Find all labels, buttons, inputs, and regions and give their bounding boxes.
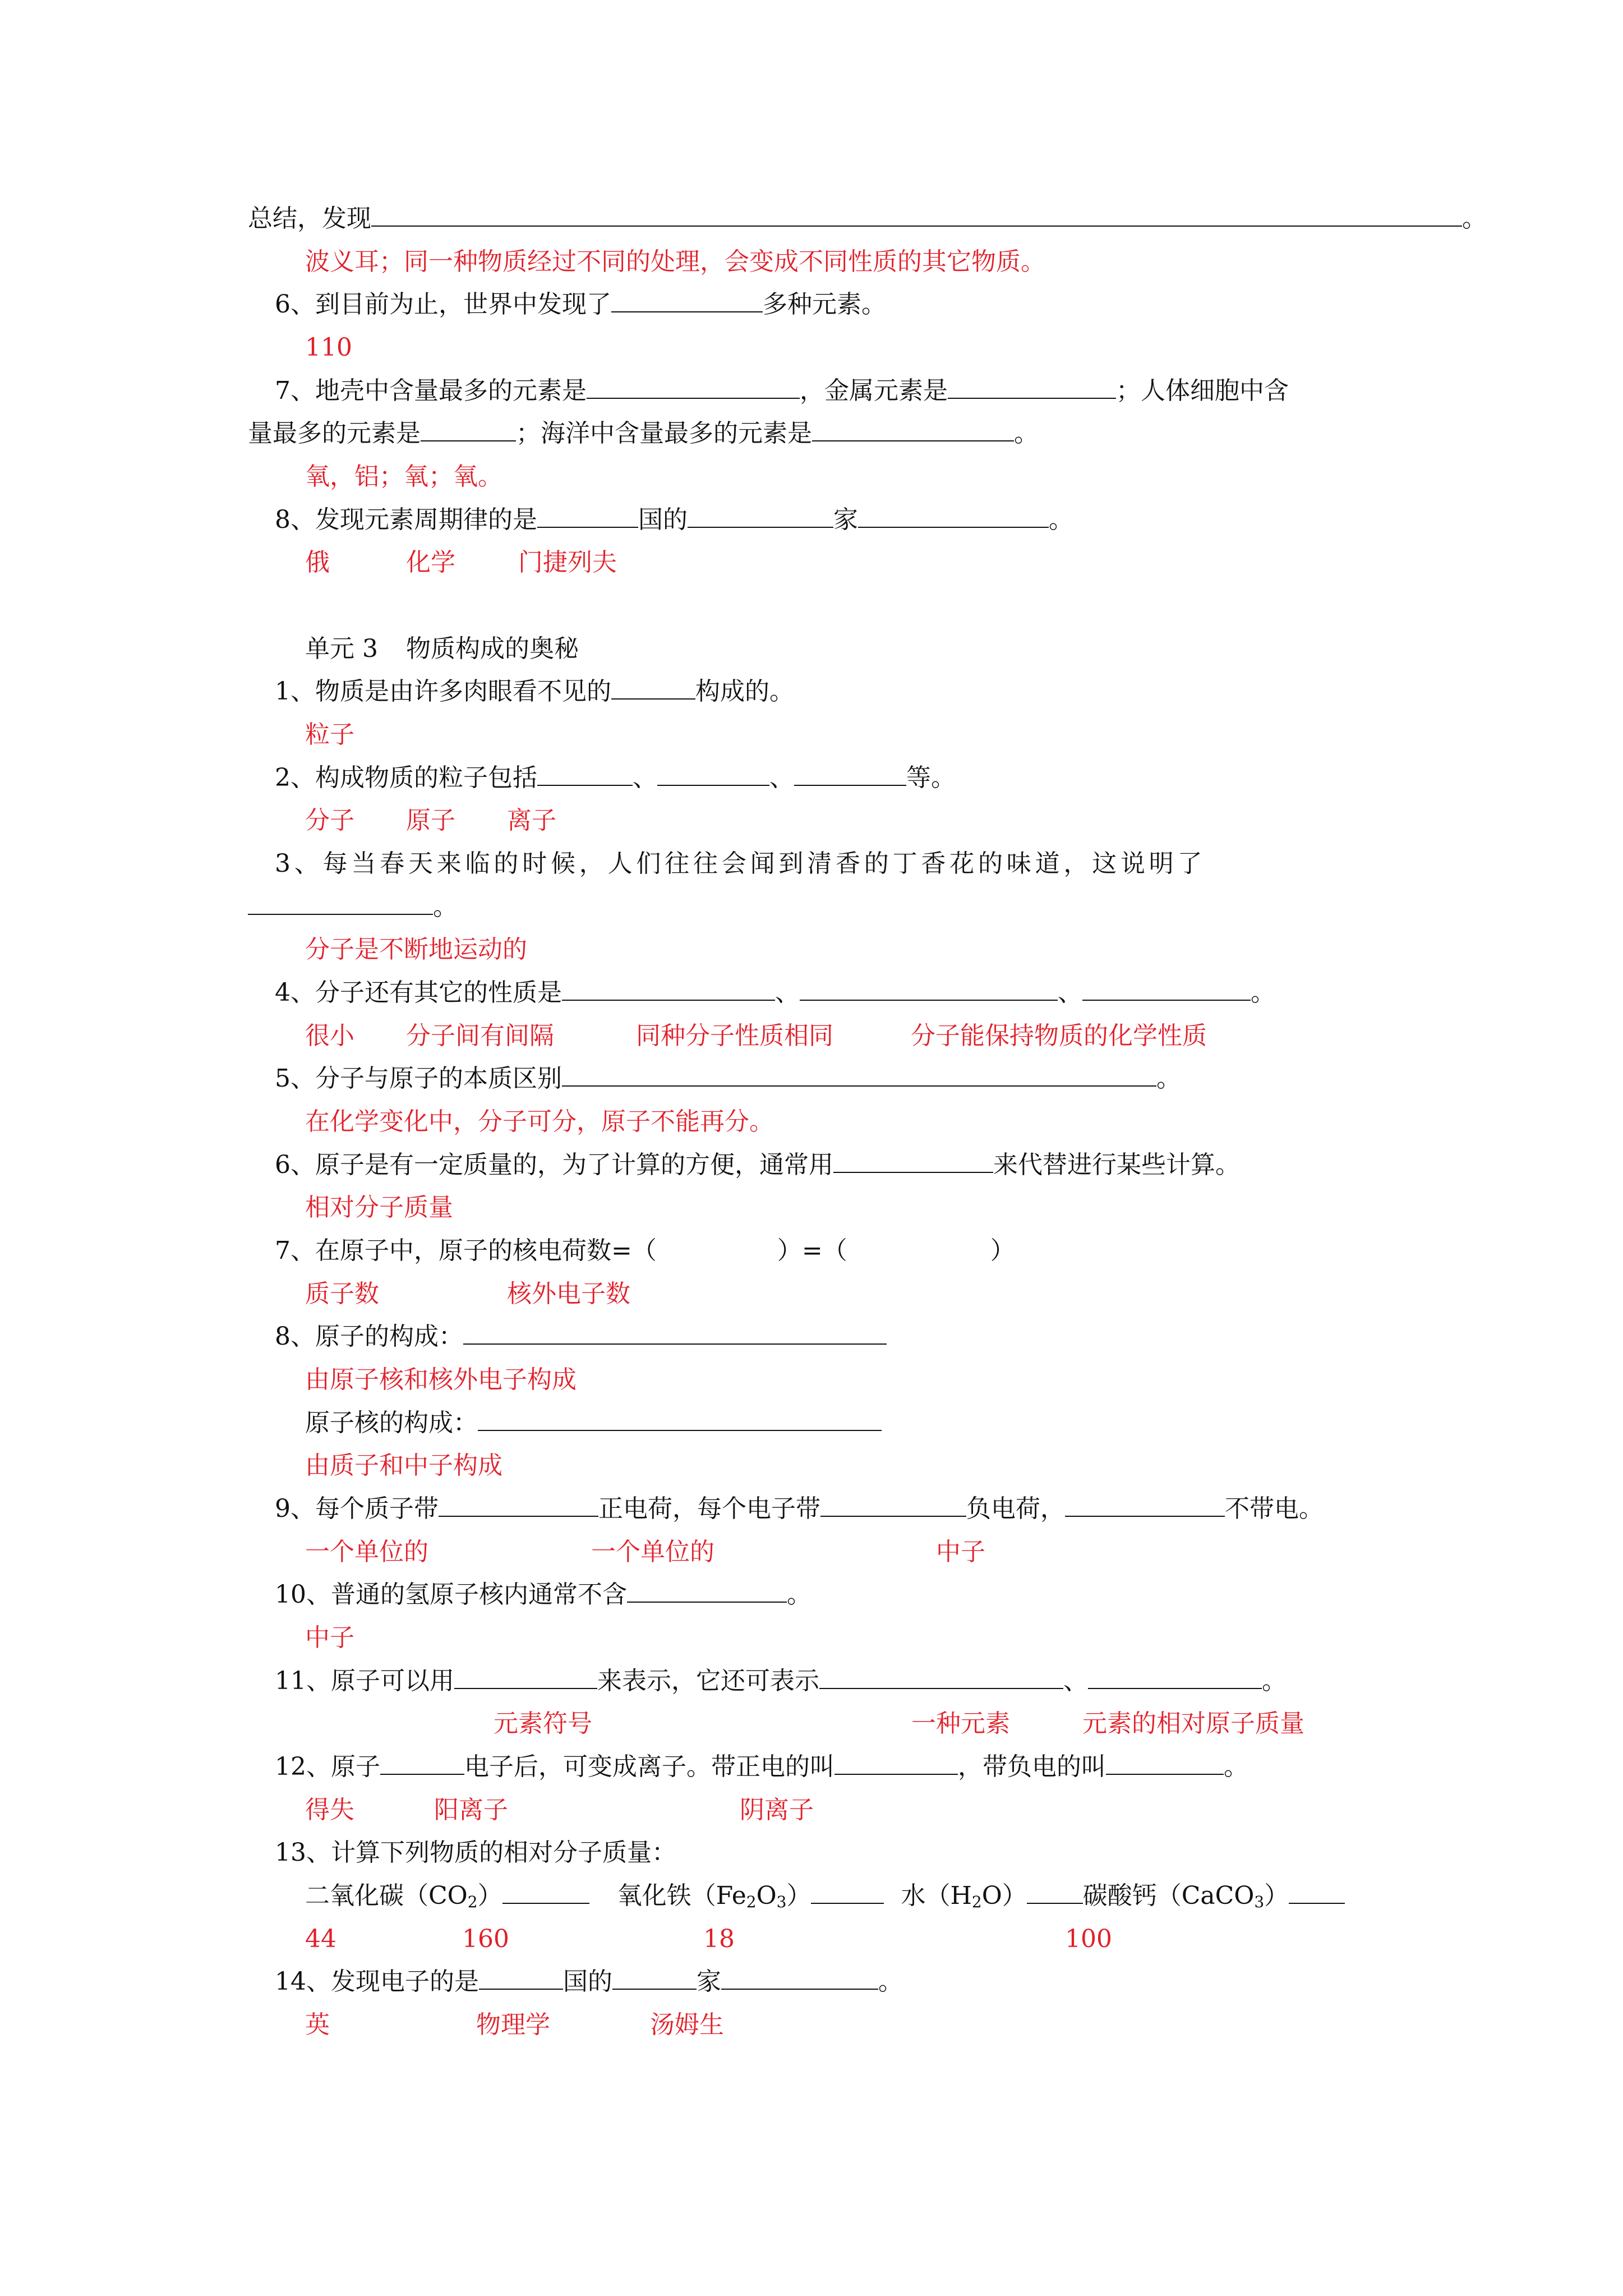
answer-blank	[611, 676, 695, 700]
u3-question-11	[275, 1664, 1287, 1698]
answer-blank	[858, 504, 1049, 528]
u3-question-10	[275, 1578, 811, 1612]
question-text: 。	[1251, 978, 1275, 1007]
formula-text: ）	[1264, 1881, 1289, 1910]
u3-question-13: 13、计算下列物质的相对分子质量：	[275, 1838, 676, 1867]
answer-item: 很小	[305, 1022, 354, 1050]
question-text: 等。	[906, 763, 956, 792]
answer-line: 相对分子质量	[305, 1193, 453, 1222]
question-text: 国的	[638, 505, 688, 534]
answer-blank	[800, 977, 1058, 1001]
question-6	[275, 288, 886, 321]
answer-line: 粒子	[305, 720, 354, 749]
question-text: 1、物质是由许多肉眼看不见的	[275, 677, 611, 706]
formula-text: 碳酸钙（CaCO	[1082, 1881, 1255, 1910]
answer-item: 160	[462, 1925, 509, 1953]
answer-line: 由质子和中子构成	[305, 1451, 502, 1480]
question-text: 家	[833, 505, 858, 534]
answer-line: 氧，铝；氧；氧。	[305, 462, 502, 491]
answer-line	[305, 1019, 1207, 1053]
answer-line	[494, 1707, 1304, 1741]
answer-blank	[562, 977, 775, 1001]
answer-line: 波义耳；同一种物质经过不同的处理，会变成不同性质的其它物质。	[305, 247, 1045, 276]
u3-question-3: 3、每当春天来临的时候，人们往往会闻到清香的丁香花的味道，这说明了	[275, 849, 1206, 878]
answer-item: 核外电子数	[507, 1280, 630, 1308]
u3-question-4	[275, 976, 1275, 1010]
question-text: 。	[878, 1967, 903, 1996]
answer-line	[305, 1922, 1112, 1956]
answer-line	[305, 546, 617, 579]
answer-item: 俄	[305, 548, 330, 577]
answer-blank	[463, 1321, 887, 1345]
answer-item: 同种分子性质相同	[636, 1022, 833, 1050]
answer-item: 分子	[305, 806, 354, 835]
formula-text: O	[756, 1881, 777, 1910]
answer-blank	[833, 1149, 993, 1173]
answer-blank	[380, 1751, 464, 1775]
answer-item: 汤姆生	[650, 2010, 724, 2039]
question-text: 11、原子可以用	[275, 1667, 454, 1695]
answer-blank	[562, 1063, 1156, 1087]
answer-blank	[812, 418, 1014, 441]
question-text: 构成的。	[695, 677, 794, 706]
answer-blank	[248, 891, 433, 915]
answer-blank	[421, 418, 516, 441]
question-text: ，金属元素是	[800, 376, 948, 405]
answer-item: 化学	[406, 548, 455, 577]
question-text: 、	[1063, 1667, 1088, 1695]
u3-question-3-cont	[248, 890, 458, 924]
answer-item: 门捷列夫	[518, 548, 617, 577]
question-text: 6、到目前为止，世界中发现了	[275, 290, 611, 319]
formula-subscript: 2	[467, 1893, 478, 1911]
answer-item: 原子	[406, 806, 455, 835]
answer-blank	[1082, 977, 1251, 1001]
answer-item: 44	[305, 1925, 336, 1953]
answer-line: 分子是不断地运动的	[305, 935, 527, 964]
question-text: 负电荷，	[966, 1494, 1065, 1523]
answer-item: 18	[703, 1925, 735, 1953]
answer-blank	[537, 762, 633, 786]
question-text: 。	[1014, 419, 1039, 448]
question-text: ；海洋中含量最多的元素是	[516, 419, 812, 448]
answer-line: 在化学变化中，分子可分，原子不能再分。	[305, 1107, 774, 1136]
question-text: 。	[1262, 1667, 1287, 1695]
formula-subscript: 2	[746, 1893, 757, 1911]
answer-line	[305, 804, 556, 838]
summary-end: 。	[1462, 204, 1487, 233]
answer-item: 分子间有间隔	[406, 1022, 554, 1050]
answer-line	[305, 2008, 724, 2042]
question-text: 来代替进行某些计算。	[993, 1151, 1240, 1179]
answer-blank	[811, 1880, 884, 1904]
answer-item: 得失	[305, 1796, 354, 1824]
answer-blank	[948, 375, 1116, 399]
question-text: 国的	[563, 1967, 612, 1996]
question-7	[275, 374, 1289, 408]
question-text: ）	[990, 1236, 1015, 1265]
question-text: 、	[1058, 978, 1082, 1007]
question-text: 7、在原子中，原子的核电荷数=（	[275, 1236, 657, 1265]
question-text: 2、构成物质的粒子包括	[275, 763, 537, 792]
answer-blank	[688, 504, 833, 528]
question-text: 多种元素。	[763, 290, 886, 319]
question-text: 5、分子与原子的本质区别	[275, 1064, 562, 1093]
formula-subscript: 3	[776, 1893, 787, 1911]
answer-item: 元素的相对原子质量	[1082, 1709, 1304, 1738]
question-text: 来表示，它还可表示	[597, 1667, 819, 1695]
u3-question-1	[275, 675, 794, 708]
question-text: 。	[1156, 1064, 1181, 1093]
u3-question-5	[275, 1062, 1181, 1096]
answer-line: 中子	[305, 1623, 354, 1652]
formula-subscript: 2	[971, 1893, 982, 1911]
answer-line	[305, 1277, 630, 1311]
answer-blank	[627, 1579, 787, 1603]
answer-blank	[1027, 1880, 1083, 1904]
answer-item: 中子	[936, 1538, 985, 1566]
unit-heading	[305, 632, 579, 666]
answer-line	[305, 1793, 814, 1827]
question-text: 8、发现元素周期律的是	[275, 505, 537, 534]
answer-blank	[1065, 1493, 1225, 1517]
question-text: 、	[769, 763, 794, 792]
answer-blank	[794, 762, 906, 786]
answer-blank	[454, 1665, 597, 1689]
u3-question-12	[275, 1750, 1248, 1784]
u3-question-8b	[305, 1406, 882, 1440]
answer-item: 一个单位的	[591, 1538, 714, 1566]
unit-number: 单元 3	[305, 634, 378, 663]
answer-blank	[502, 1880, 589, 1904]
u3-question-7	[275, 1234, 1015, 1268]
answer-item: 一种元素	[911, 1709, 1010, 1738]
answer-item: 物理学	[476, 2010, 550, 2039]
answer-blank	[537, 504, 638, 528]
question-text: 、	[633, 763, 657, 792]
formula-text: ）	[477, 1881, 502, 1910]
unit-title: 物质构成的奥秘	[405, 634, 579, 663]
answer-blank	[612, 1966, 697, 1990]
question-text: 电子后，可变成离子。带正电的叫	[464, 1752, 834, 1781]
question-text: 原子核的构成：	[305, 1409, 478, 1437]
question-8	[275, 503, 1073, 537]
question-text: 。	[787, 1580, 811, 1609]
formula-text: 二氧化碳（CO	[305, 1881, 468, 1910]
u3-question-14	[275, 1965, 903, 1999]
answer-blank	[834, 1751, 958, 1775]
answer-item: 分子能保持物质的化学性质	[911, 1022, 1207, 1050]
question-text: 量最多的元素是	[248, 419, 421, 448]
answer-blank	[587, 375, 800, 399]
answer-blank	[721, 1966, 878, 1990]
u3-question-8	[275, 1320, 887, 1354]
question-text: 7、地壳中含量最多的元素是	[275, 376, 587, 405]
answer-item: 离子	[507, 806, 556, 835]
question-text: ；人体细胞中含	[1116, 376, 1289, 405]
summary-text: 总结，发现	[248, 204, 371, 233]
question-text: 。	[1224, 1752, 1248, 1781]
question-text: 9、每个质子带	[275, 1494, 439, 1523]
answer-item: 元素符号	[494, 1709, 592, 1738]
answer-item: 一个单位的	[305, 1538, 428, 1566]
summary-line	[248, 202, 1487, 236]
u3-question-6	[275, 1148, 1240, 1182]
question-text: ，带负电的叫	[958, 1752, 1106, 1781]
answer-line: 110	[305, 333, 352, 362]
answer-line: 由原子核和核外电子构成	[305, 1365, 577, 1394]
answer-item: 质子数	[305, 1280, 379, 1308]
answer-blank	[657, 762, 769, 786]
answer-blank	[439, 1493, 598, 1517]
question-text: 12、原子	[275, 1752, 380, 1781]
question-text: 正电荷，每个电子带	[598, 1494, 820, 1523]
answer-blank	[820, 1493, 966, 1517]
answer-blank	[819, 1665, 1063, 1689]
question-text: ）=（	[777, 1236, 847, 1265]
answer-line	[305, 1535, 985, 1569]
answer-blank	[478, 1407, 882, 1431]
question-text: 。	[433, 892, 458, 921]
question-text: 10、普通的氢原子核内通常不含	[275, 1580, 627, 1609]
question-text: 、	[775, 978, 800, 1007]
question-7-cont	[248, 417, 1039, 450]
question-text: 4、分子还有其它的性质是	[275, 978, 562, 1007]
u3-question-9	[275, 1492, 1324, 1526]
question-text: 家	[697, 1967, 721, 1996]
answer-blank	[371, 203, 1462, 227]
answer-blank	[1088, 1665, 1262, 1689]
answer-blank	[611, 289, 763, 312]
question-text: 不带电。	[1225, 1494, 1324, 1523]
u3-question-2	[275, 761, 956, 795]
answer-item: 阳离子	[434, 1796, 508, 1824]
question-text: 8、原子的构成：	[275, 1322, 463, 1351]
answer-blank	[479, 1966, 563, 1990]
u3-question-13-items	[305, 1879, 1345, 1913]
formula-text: 氧化铁（Fe	[617, 1881, 746, 1910]
formula-text: ）	[786, 1881, 811, 1910]
answer-item: 阴离子	[740, 1796, 814, 1824]
formula-text: O）	[981, 1881, 1027, 1910]
question-text: 14、发现电子的是	[275, 1967, 479, 1996]
question-text: 6、原子是有一定质量的，为了计算的方便，通常用	[275, 1151, 833, 1179]
answer-item: 英	[305, 2010, 330, 2039]
answer-blank	[1289, 1880, 1345, 1904]
answer-item: 100	[1065, 1925, 1112, 1953]
formula-subscript: 3	[1254, 1893, 1265, 1911]
formula-text: 水（H	[901, 1881, 972, 1910]
question-text: 。	[1049, 505, 1073, 534]
answer-blank	[1106, 1751, 1224, 1775]
